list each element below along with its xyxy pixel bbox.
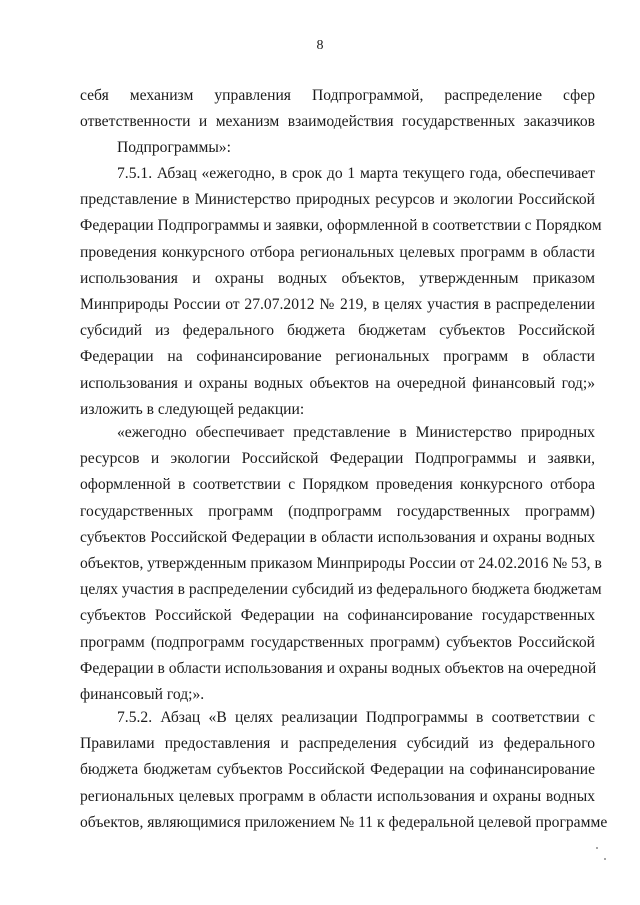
text-line: Федерации на софинансирование региональных программ в области	[80, 348, 595, 366]
text-line: региональных целевых программ в области использования и охраны водных	[80, 787, 595, 805]
text-line: Федерации в области использования и охраны водных объектов на очередной	[80, 659, 597, 677]
paragraph-7-5-2	[80, 705, 608, 836]
text-line: 7.5.1. Абзац «ежегодно, в срок до 1 марта текущего года, обеспечивает	[117, 165, 595, 182]
text-line: проведения конкурсного отбора региональных целевых программ в области	[80, 243, 595, 261]
text-line: субъектов Российской Федерации на софинансирование государственных	[80, 607, 595, 625]
text-line: Подпрограммы»:	[117, 139, 231, 157]
page-number: 8	[316, 38, 324, 53]
text-line: Федерации Подпрограммы и заявки, оформленной в соответствии с Порядком	[80, 217, 602, 235]
text-line: «ежегодно обеспечивает представление в Министерство природных	[117, 424, 595, 441]
text-line: программ (подпрограмм государственных программ) субъектов Российской	[80, 633, 595, 651]
text-line: использования и охраны водных объектов, утвержденным приказом	[80, 269, 595, 287]
scan-speck	[604, 858, 606, 860]
text-line: государственных программ (подпрограмм государственных программ)	[80, 502, 595, 520]
text-line: Правилами предоставления и распределения субсидий из федерального	[80, 735, 595, 753]
text-line: субъектов Российской Федерации в области использования и охраны водных	[80, 528, 595, 546]
paragraph-7-5-1	[80, 161, 602, 423]
text-line: субсидий из федерального бюджета бюджетам субъектов Российской	[80, 322, 595, 340]
text-line: Минприроды России от 27.07.2012 № 219, в целях участия в распределении	[80, 295, 595, 313]
text-line: объектов, являющимися приложением № 11 к федеральной целевой программе	[80, 813, 608, 831]
text-line: представление в Министерство природных ресурсов и экологии Российской	[80, 191, 595, 209]
text-line: себя механизм управления Подпрограммой, распределение сфер	[80, 87, 595, 104]
text-line: использования и охраны водных объектов на очередной финансовый год;»	[80, 374, 595, 392]
text-line: ресурсов и экологии Российской Федерации Подпрограммы и заявки,	[80, 450, 595, 468]
paragraph-continuation	[80, 83, 595, 162]
text-line: бюджета бюджетам субъектов Российской Федерации на софинансирование	[80, 761, 595, 779]
text-line: изложить в следующей редакции:	[80, 400, 305, 418]
text-line: ответственности и механизм взаимодействия государственных заказчиков	[80, 113, 595, 131]
paragraph-new-wording	[80, 420, 602, 708]
scan-speck	[596, 847, 598, 849]
text-line: объектов, утвержденным приказом Минприроды России от 24.02.2016 № 53, в	[80, 554, 602, 572]
text-line: целях участия в распределении субсидий из федерального бюджета бюджетам	[80, 581, 602, 599]
text-line: оформленной в соответствии с Порядком проведения конкурсного отбора	[80, 476, 595, 494]
text-line: 7.5.2. Абзац «В целях реализации Подпрограммы в соответствии с	[117, 709, 595, 726]
text-line: финансовый год;».	[80, 685, 205, 703]
